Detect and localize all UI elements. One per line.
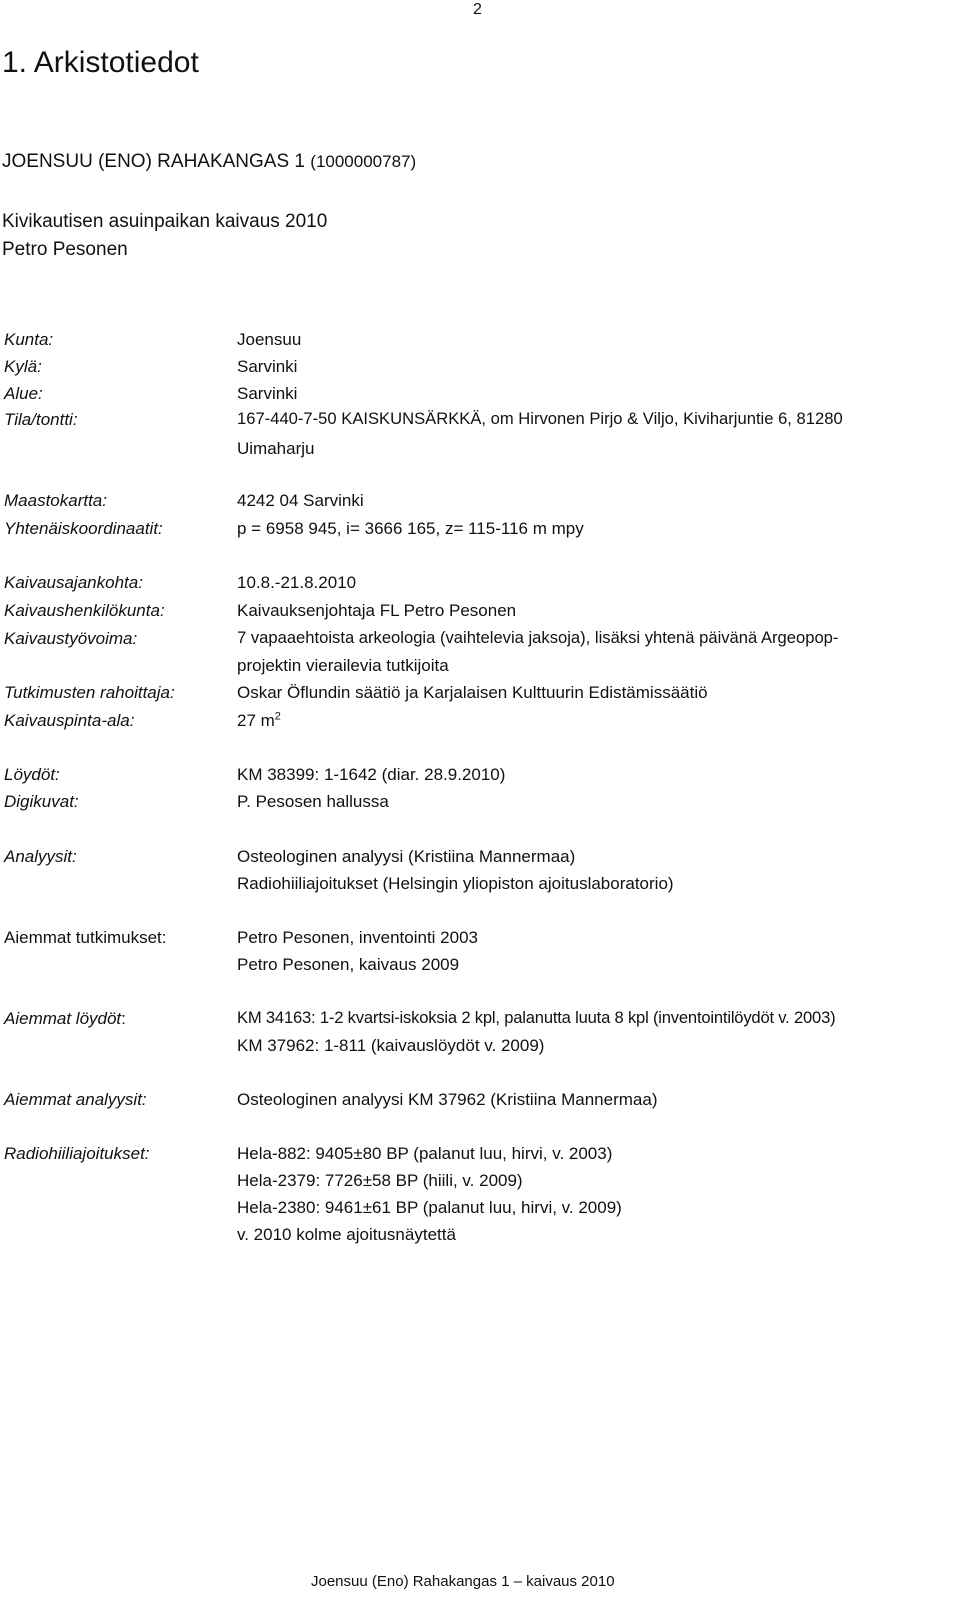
subtitle: Kivikautisen asuinpaikan kaivaus 2010 bbox=[2, 211, 328, 232]
koordinaatit-label: Yhtenäiskoordinaatit: bbox=[4, 519, 163, 538]
aiemmat-loydot-label-colon: : bbox=[121, 1009, 126, 1028]
loydot-value: KM 38399: 1-1642 (diar. 28.9.2010) bbox=[237, 765, 506, 784]
ajankohta-label: Kaivausajankohta: bbox=[4, 573, 143, 592]
aiemmat-loydot-value-line1: KM 34163: 1-2 kvartsi-iskoksia 2 kpl, palanutta luuta 8 kpl (inventointilöydöt v. 2003) bbox=[237, 1008, 836, 1027]
kyla-value: Sarvinki bbox=[237, 357, 298, 376]
kyla-label: Kylä: bbox=[4, 357, 42, 376]
tila-label: Tila/tontti: bbox=[4, 410, 78, 429]
tyovoima-value-line1: 7 vapaaehtoista arkeologia (vaihtelevia jaksoja), lisäksi yhtenä päivänä Argeopop- bbox=[237, 628, 839, 647]
aiemmat-loydot-label bbox=[4, 1010, 126, 1027]
aiemmat-tutkimukset-value-line2: Petro Pesonen, kaivaus 2009 bbox=[237, 955, 460, 974]
pinta-ala-superscript: 2 bbox=[274, 710, 281, 723]
pinta-ala-value bbox=[237, 712, 281, 729]
tila-value-line1: 167-440-7-50 KAISKUNSÄRKKÄ, om Hirvonen Pirjo & Viljo, Kiviharjuntie 6, 81280 bbox=[237, 409, 843, 428]
site-title bbox=[2, 152, 416, 171]
alue-value: Sarvinki bbox=[237, 384, 298, 403]
aiemmat-loydot-label-main: Aiemmat löydöt bbox=[4, 1009, 122, 1028]
radiohiili-value-line3: Hela-2380: 9461±61 BP (palanut luu, hirvi, v. 2009) bbox=[237, 1198, 622, 1217]
radiohiili-value-line1: Hela-882: 9405±80 BP (palanut luu, hirvi, v. 2003) bbox=[237, 1144, 613, 1163]
analyysit-value-line2: Radiohiiliajoitukset (Helsingin yliopiston ajoituslaboratorio) bbox=[237, 874, 674, 893]
koordinaatit-value: p = 6958 945, i= 3666 165, z= 115-116 m mpy bbox=[237, 519, 584, 538]
pinta-ala-label: Kaivauspinta-ala: bbox=[4, 711, 135, 730]
aiemmat-tutkimukset-label: Aiemmat tutkimukset: bbox=[4, 928, 167, 947]
page-number: 2 bbox=[473, 1, 482, 18]
aiemmat-tutkimukset-value-line1: Petro Pesonen, inventointi 2003 bbox=[237, 928, 479, 947]
maastokartta-label: Maastokartta: bbox=[4, 491, 107, 510]
analyysit-value-line1: Osteologinen analyysi (Kristiina Mannermaa) bbox=[237, 847, 576, 866]
section-heading: 1. Arkistotiedot bbox=[2, 46, 199, 79]
radiohiili-label: Radiohiiliajoitukset: bbox=[4, 1144, 150, 1163]
site-title-main: JOENSUU (ENO) RAHAKANGAS 1 bbox=[2, 151, 305, 172]
henkilokunta-value: Kaivauksenjohtaja FL Petro Pesonen bbox=[237, 601, 517, 620]
aiemmat-analyysit-value: Osteologinen analyysi KM 37962 (Kristiina Mannermaa) bbox=[237, 1090, 658, 1109]
site-title-id: (1000000787) bbox=[310, 152, 417, 171]
author: Petro Pesonen bbox=[2, 239, 128, 260]
rahoittaja-value: Oskar Öflundin säätiö ja Karjalaisen Kulttuurin Edistämissäätiö bbox=[237, 683, 708, 702]
tila-value-line2: Uimaharju bbox=[237, 439, 315, 458]
rahoittaja-label: Tutkimusten rahoittaja: bbox=[4, 683, 175, 702]
radiohiili-value-line2: Hela-2379: 7726±58 BP (hiili, v. 2009) bbox=[237, 1171, 523, 1190]
page-footer: Joensuu (Eno) Rahakangas 1 – kaivaus 2010 bbox=[311, 1573, 615, 1590]
alue-label: Alue: bbox=[4, 384, 43, 403]
tyovoima-value-line2: projektin vierailevia tutkijoita bbox=[237, 656, 449, 675]
pinta-ala-number: 27 m bbox=[237, 711, 275, 730]
aiemmat-loydot-value-line2: KM 37962: 1-811 (kaivauslöydöt v. 2009) bbox=[237, 1036, 545, 1055]
henkilokunta-label: Kaivaushenkilökunta: bbox=[4, 601, 165, 620]
loydot-label: Löydöt: bbox=[4, 765, 60, 784]
kunta-value: Joensuu bbox=[237, 330, 302, 349]
maastokartta-value: 4242 04 Sarvinki bbox=[237, 491, 364, 510]
ajankohta-value: 10.8.-21.8.2010 bbox=[237, 573, 357, 592]
digikuvat-value: P. Pesosen hallussa bbox=[237, 792, 389, 811]
analyysit-label: Analyysit: bbox=[4, 847, 77, 866]
tyovoima-label: Kaivaustyövoima: bbox=[4, 629, 138, 648]
digikuvat-label: Digikuvat: bbox=[4, 792, 79, 811]
aiemmat-analyysit-label: Aiemmat analyysit: bbox=[4, 1090, 147, 1109]
kunta-label: Kunta: bbox=[4, 330, 54, 349]
radiohiili-value-line4: v. 2010 kolme ajoitusnäytettä bbox=[237, 1225, 456, 1244]
